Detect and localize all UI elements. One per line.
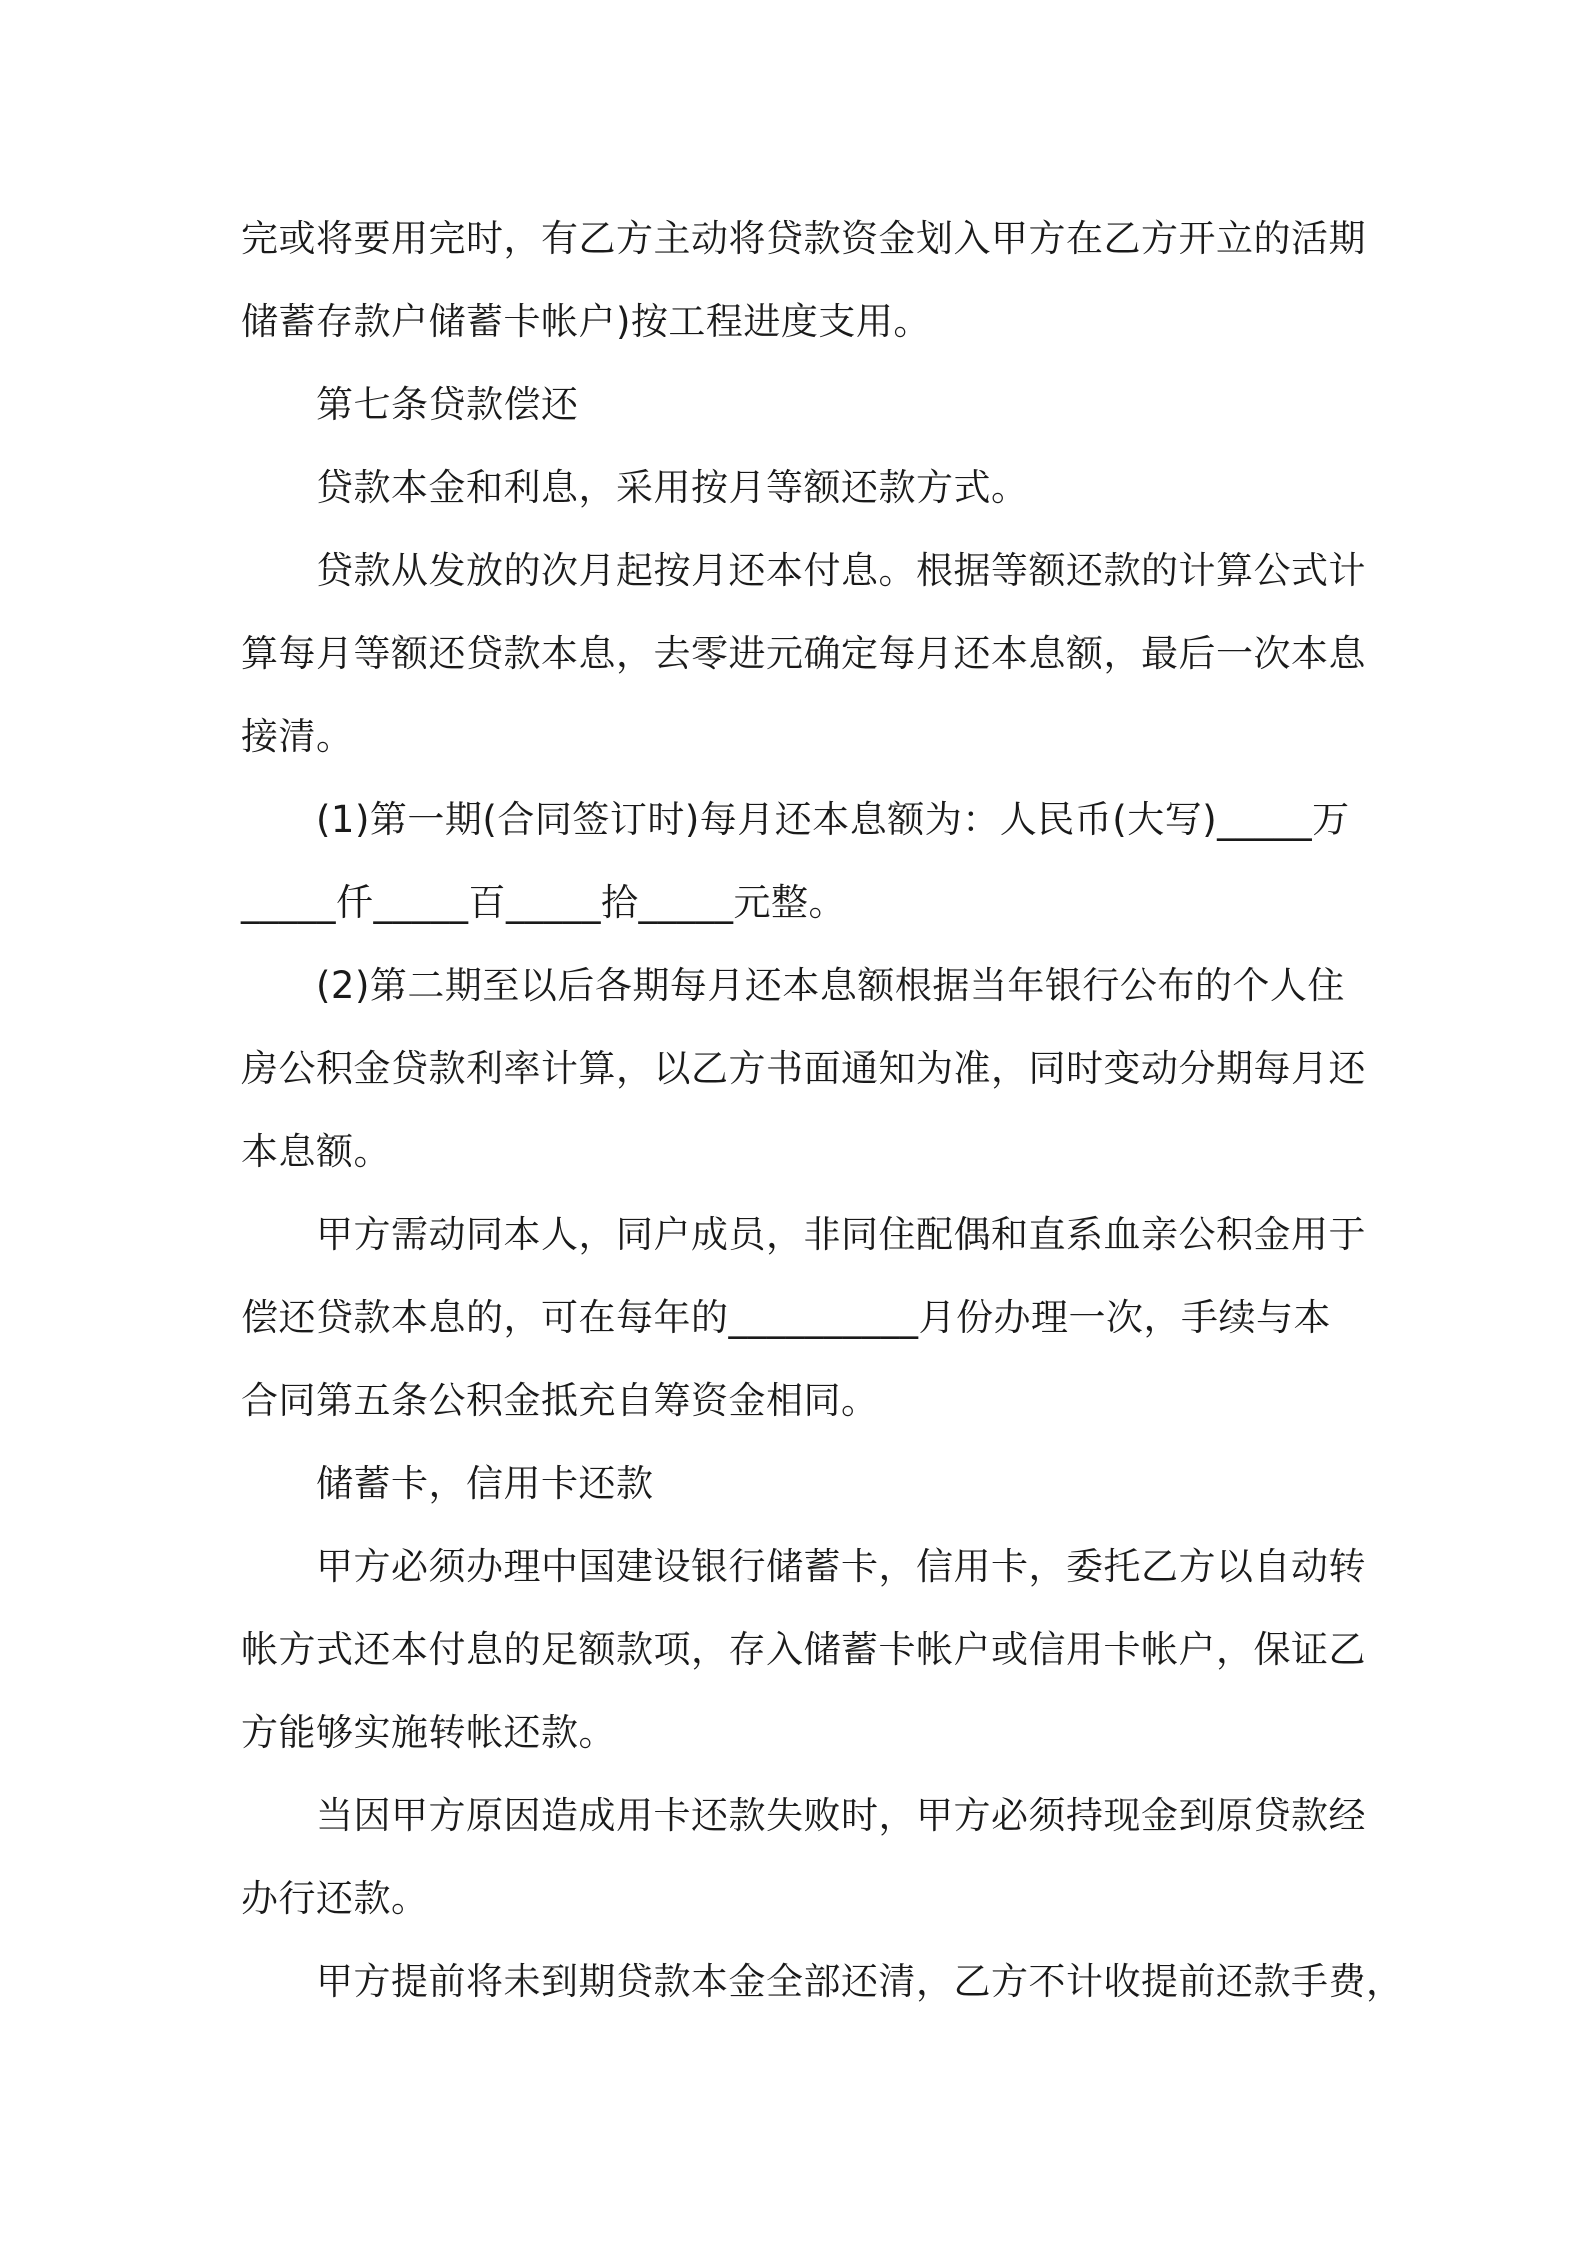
text-line-2: 储蓄存款户储蓄卡帐户)按工程进度支用。 — [241, 300, 931, 343]
text-line-5: 贷款从发放的次月起按月还本付息。根据等额还款的计算公式计 — [316, 549, 1366, 592]
section-heading-card-repayment: 储蓄卡，信用卡还款 — [316, 1462, 654, 1505]
text-line-6: 算每月等额还贷款本息，去零进元确定每月还本息额，最后一次本息 — [241, 632, 1366, 675]
text-line-17: 甲方必须办理中国建设银行储蓄卡，信用卡，委托乙方以自动转 — [316, 1545, 1366, 1588]
text-line-4: 贷款本金和利息，采用按月等额还款方式。 — [316, 466, 1029, 509]
text-line-14: 偿还贷款本息的，可在每年的__________月份办理一次，手续与本 — [241, 1296, 1331, 1339]
text-line-21: 办行还款。 — [241, 1877, 429, 1920]
document-body — [241, 197, 1404, 2023]
section-heading-article-7: 第七条贷款偿还 — [316, 383, 579, 426]
text-line-8: (1)第一期(合同签订时)每月还本息额为：人民币(大写)_____万 — [316, 798, 1350, 841]
text-line-1: 完或将要用完时，有乙方主动将贷款资金划入甲方在乙方开立的活期 — [241, 217, 1366, 260]
text-line-11: 房公积金贷款利率计算，以乙方书面通知为准，同时变动分期每月还 — [241, 1047, 1366, 1090]
text-line-15: 合同第五条公积金抵充自筹资金相同。 — [241, 1379, 879, 1422]
text-line-7: 接清。 — [241, 715, 354, 758]
text-line-13: 甲方需动同本人，同户成员，非同住配偶和直系血亲公积金用于 — [316, 1213, 1366, 1256]
text-line-10: (2)第二期至以后各期每月还本息额根据当年银行公布的个人住 — [316, 964, 1345, 1007]
text-line-20: 当因甲方原因造成用卡还款失败时，甲方必须持现金到原贷款经 — [316, 1794, 1366, 1837]
text-line-12: 本息额。 — [241, 1130, 391, 1173]
text-line-9: _____仟_____百_____拾_____元整。 — [241, 881, 846, 924]
text-line-22: 甲方提前将未到期贷款本金全部还清，乙方不计收提前还款手费， — [316, 1960, 1404, 2003]
text-line-18: 帐方式还本付息的足额款项，存入储蓄卡帐户或信用卡帐户，保证乙 — [241, 1628, 1366, 1671]
text-line-19: 方能够实施转帐还款。 — [241, 1711, 616, 1754]
